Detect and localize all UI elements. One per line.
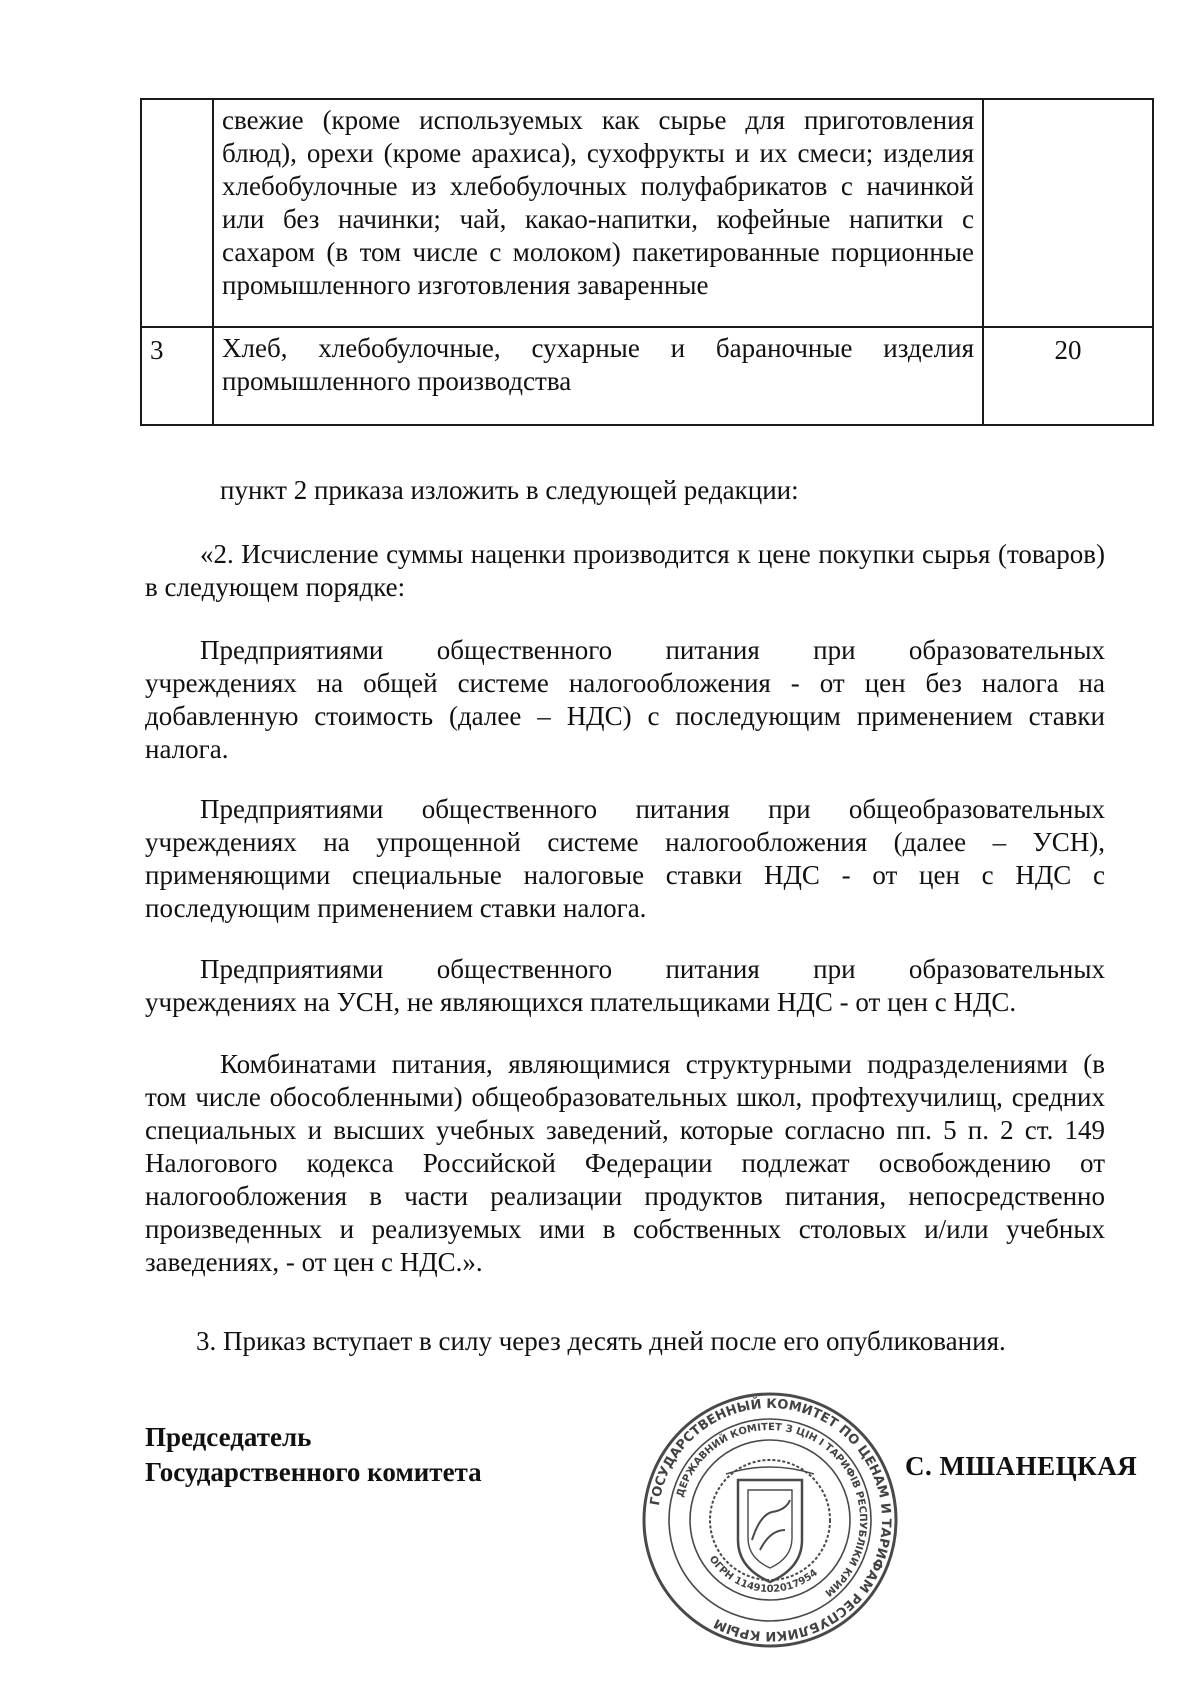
point-3: 3. Приказ вступает в силу через десять дней после его опубликования. — [196, 1326, 1006, 1356]
paragraph-kombinat: Комбинатами питания, являющимися структурными подразделениями (в том числе обособленными) общеобразовательных школ, профтехучилищ, средних специальных и высших учебных заведений, которые согласно пп. 5 п. 2 ст. 149 Налогового кодекса Российской Федерации подлежат освобождению от налогообложения в части реализации продуктов питания, непосредственно произведенных и реализуемых ими в собственных столовых и/или учебных заведениях, - от цен с НДС.». — [145, 1049, 1105, 1277]
paragraph-usn-first-line: Предприятиями общественного питания при общеобразовательных — [200, 794, 1105, 824]
seal-outer-text: ГОСУДАРСТВЕННЫЙ КОМИТЕТ ПО ЦЕНАМ И ТАРИФАМ РЕСПУБЛИКИ КРЫМ — [647, 1396, 894, 1644]
row-number: 3 — [141, 327, 213, 425]
paragraph-osno-rest: учреждениях на общей системе налогообложения - от цен без налога на добавленную стоимость (далее – НДС) с последующим применением ставки налога. — [145, 668, 1105, 764]
paragraph-usn-non-vat-first-line: Предприятиями общественного питания при образовательных — [200, 954, 1105, 984]
paragraph-osno — [145, 634, 1105, 766]
paragraph-usn-non-vat-rest: учреждениях на УСН, не являющихся плательщиками НДС - от цен с НДС. — [145, 987, 1017, 1017]
row-number — [141, 99, 213, 327]
seal-inner-text: ОГРН 1149102017954 — [706, 1553, 820, 1596]
paragraph-usn-non-vat — [145, 953, 1105, 1019]
signatory-name: С. МШАНЕЦКАЯ — [905, 1451, 1138, 1481]
goods-table — [140, 98, 1154, 426]
paragraph-usn-rest: учреждениях на упрощенной системе налогообложения (далее – УСН), применяющими специальные налоговые ставки НДС - от цен с НДС с последующим применением ставки налога. — [145, 827, 1105, 923]
official-seal — [640, 1390, 900, 1650]
seal-mid-text: ДЕРЖАВНИЙ КОМІТЕТ З ЦІН І ТАРИФІВ РЕСПУБЛІКИ КРИМ — [675, 1421, 869, 1598]
svg-text:ОГРН 1149102017954 — [707, 1554, 820, 1595]
row-text: свежие (кроме используемых как сырье для приготовления блюд), орехи (кроме арахиса), сухофрукты и их смеси; изделия хлебобулочные из хлебобулочных полуфабрикатов с начинкой или без начинки; чай, какао-напитки, кофейные напитки с сахаром (в том числе с молоком) пакетированные порционные промышленного изготовления заваренные — [213, 99, 983, 327]
table-row — [141, 327, 1153, 425]
svg-text:ГОСУДАРСТВЕННЫЙ КОМИТЕТ ПО ЦЕН — [648, 1396, 893, 1643]
paragraph-usn — [145, 793, 1105, 925]
signature-title-line2: Государственного комитета — [145, 1457, 482, 1487]
point-2-intro: «2. Исчисление суммы наценки производится к цене покупки сырья (товаров) в следующем порядке: — [145, 539, 1105, 602]
signature-title — [145, 1420, 482, 1490]
row-value — [983, 99, 1153, 327]
signature-title-line1: Председатель — [145, 1422, 312, 1452]
svg-text:ДЕРЖАВНИЙ КОМІТЕТ З ЦІН І ТАРИ — [675, 1422, 868, 1598]
table-row — [141, 99, 1153, 327]
row-value: 20 — [983, 327, 1153, 425]
row-text: Хлеб, хлебобулочные, сухарные и бараночные изделия промышленного производства — [213, 327, 983, 425]
paragraph-osno-first-line: Предприятиями общественного питания при образовательных — [200, 635, 1105, 665]
amend-intro: пункт 2 приказа изложить в следующей редакции: — [220, 475, 799, 505]
